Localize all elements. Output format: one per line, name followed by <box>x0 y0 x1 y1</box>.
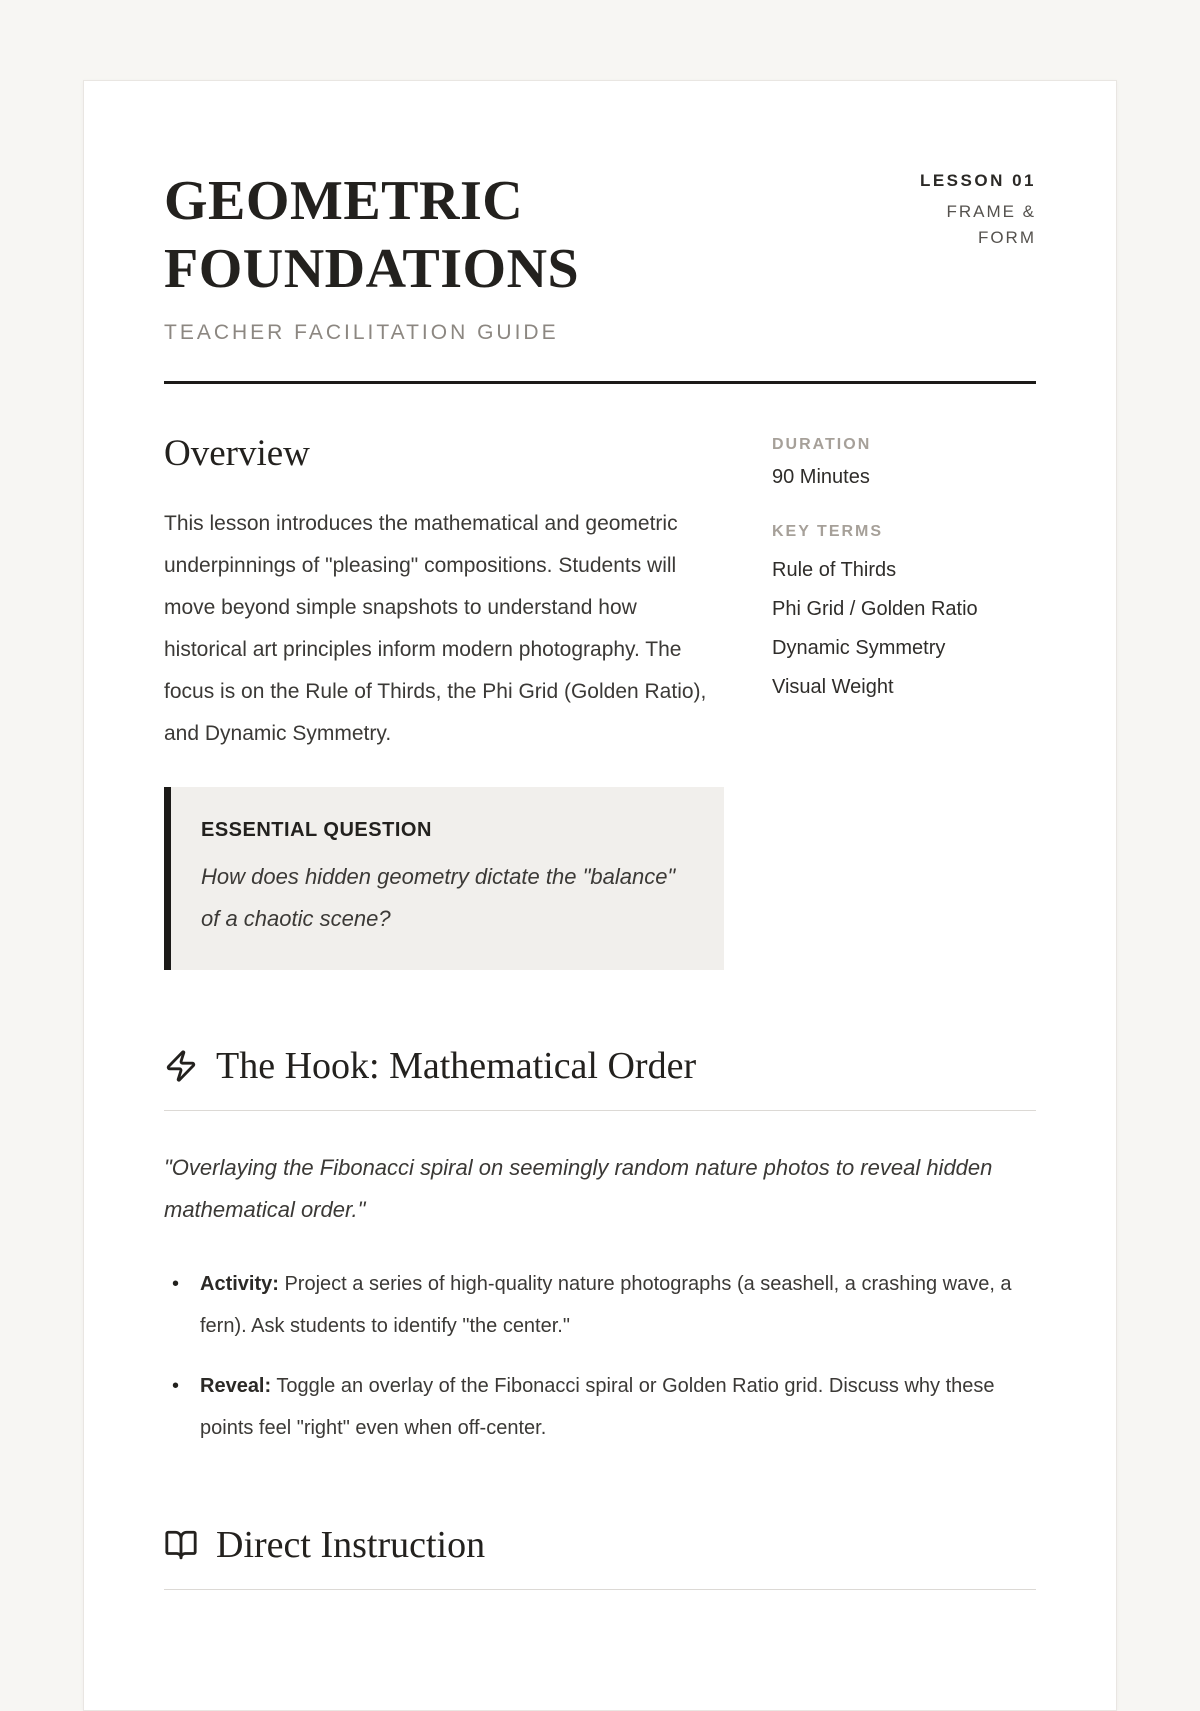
lesson-plan-document <box>83 80 1117 1711</box>
title-line-2: FOUNDATIONS <box>164 238 580 300</box>
overview-heading: Overview <box>164 433 310 474</box>
bullet-text: Project a series of high-quality nature photographs (a seashell, a crashing wave, a fern). Ask students to identify "the center." <box>200 1273 1012 1337</box>
key-terms-list <box>772 551 1036 707</box>
key-term: Rule of Thirds <box>772 559 897 581</box>
direct-instruction-heading: Direct Instruction <box>216 1524 486 1566</box>
essential-question-callout <box>164 787 724 970</box>
hook-bullet-list <box>164 1263 1036 1449</box>
hook-section-heading <box>164 1044 1036 1111</box>
list-item <box>164 1365 1036 1449</box>
direct-instruction-heading-row <box>164 1523 1036 1590</box>
essential-question-label: ESSENTIAL QUESTION <box>201 819 432 841</box>
duration-label: DURATION <box>772 436 872 453</box>
duration-group <box>772 436 1036 489</box>
direct-instruction-section <box>164 1523 1036 1590</box>
key-term: Dynamic Symmetry <box>772 637 946 659</box>
overview-paragraph: This lesson introduces the mathematical and geometric underpinnings of "pleasing" compositions. Students will move beyond simple snapshots to understand how historical art principles inform modern photography. The focus is on the Rule of Thirds, the Phi Grid (Golden Ratio), and Dynamic Symmetry. <box>164 512 707 745</box>
lesson-badge <box>920 167 1036 251</box>
key-terms-label: KEY TERMS <box>772 523 884 540</box>
lesson-number: LESSON 01 <box>919 171 1036 190</box>
document-subtitle: TEACHER FACILITATION GUIDE <box>164 321 559 344</box>
book-open-icon <box>164 1528 198 1562</box>
title-line-1: GEOMETRIC <box>164 170 524 232</box>
key-terms-group <box>772 523 1036 707</box>
document-header <box>164 167 1036 345</box>
hook-section <box>164 1044 1036 1449</box>
key-term: Phi Grid / Golden Ratio <box>772 598 978 620</box>
header-divider <box>164 381 1036 384</box>
overview-section <box>164 432 1036 970</box>
lesson-unit-name: FRAME & FORM <box>946 202 1036 247</box>
title-block <box>164 167 579 345</box>
zap-icon <box>164 1049 198 1083</box>
bullet-label: Activity: <box>200 1273 279 1295</box>
key-term: Visual Weight <box>772 676 894 698</box>
duration-value: 90 Minutes <box>772 466 870 488</box>
list-item <box>164 1263 1036 1347</box>
bullet-text: Toggle an overlay of the Fibonacci spiral or Golden Ratio grid. Discuss why these points feel "right" even when off-center. <box>200 1375 995 1439</box>
page-title <box>164 167 579 303</box>
bullet-label: Reveal: <box>200 1375 272 1397</box>
hook-heading: The Hook: Mathematical Order <box>216 1045 697 1087</box>
meta-sidebar <box>772 432 1036 970</box>
hook-quote: "Overlaying the Fibonacci spiral on seemingly random nature photos to reveal hidden mathematical order." <box>164 1155 993 1222</box>
overview-column <box>164 432 724 970</box>
essential-question-text: How does hidden geometry dictate the "balance" of a chaotic scene? <box>201 864 676 931</box>
